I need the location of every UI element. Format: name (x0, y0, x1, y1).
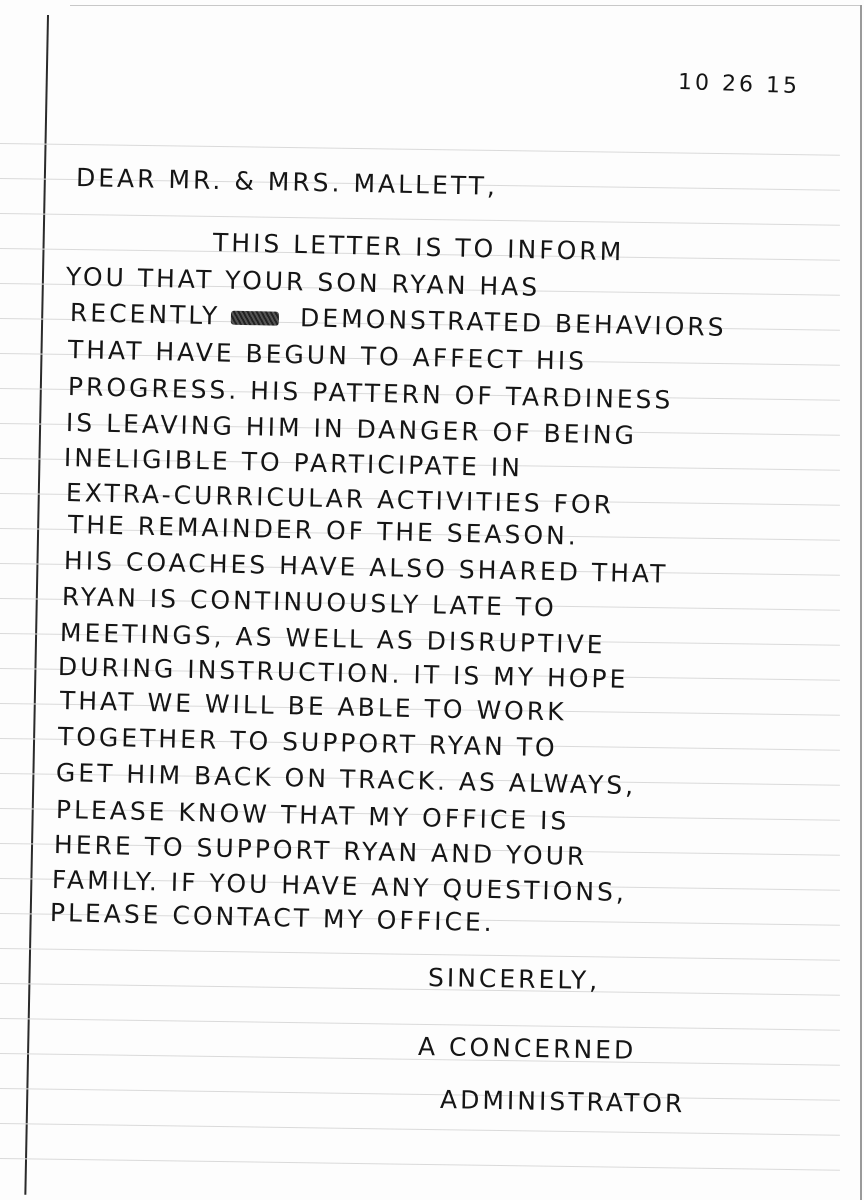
ruled-line (0, 983, 840, 996)
page-top-edge (70, 5, 860, 6)
scribbled-out-word (231, 311, 279, 326)
signature-line-2: ADMINISTRATOR (439, 1085, 686, 1119)
body-line: EXTRA-CURRICULAR ACTIVITIES FOR (65, 478, 615, 520)
body-line: THE REMAINDER OF THE SEASON. (67, 510, 580, 551)
body-line: TOGETHER TO SUPPORT RYAN TO (57, 722, 558, 763)
ruled-line (0, 143, 840, 156)
ruled-line (0, 1088, 840, 1101)
body-line-text: RECENTLY (69, 298, 221, 331)
signature-line-1: A CONCERNED (417, 1032, 637, 1065)
body-line: DURING INSTRUCTION. IT IS MY HOPE (57, 652, 629, 694)
body-line: GET HIM BACK ON TRACK. AS ALWAYS, (55, 758, 637, 801)
body-line: THAT HAVE BEGUN TO AFFECT HIS (67, 335, 588, 376)
body-line: MEETINGS, AS WELL AS DISRUPTIVE (59, 618, 606, 660)
salutation: DEAR MR. & MRS. MALLETT, (75, 163, 499, 201)
closing: SINCERELY, (427, 963, 601, 996)
body-line: RYAN IS CONTINUOUSLY LATE TO (61, 582, 558, 623)
body-line: FAMILY. IF YOU HAVE ANY QUESTIONS, (51, 865, 628, 908)
ruled-line (0, 948, 840, 961)
body-line: THAT WE WILL BE ABLE TO WORK (59, 686, 567, 727)
body-line (70, 298, 727, 342)
body-line: THIS LETTER IS TO INFORM (212, 228, 625, 267)
body-line: HIS COACHES HAVE ALSO SHARED THAT (63, 546, 669, 589)
body-line: PLEASE KNOW THAT MY OFFICE IS (55, 795, 570, 836)
body-line: PROGRESS. HIS PATTERN OF TARDINESS (67, 372, 674, 415)
body-line: INELIGIBLE TO PARTICIPATE IN (63, 443, 524, 483)
ruled-line (0, 1158, 840, 1171)
page-right-edge (860, 5, 862, 1200)
ruled-line (0, 1123, 840, 1136)
ruled-line (0, 213, 840, 226)
body-line-text: DEMONSTRATED BEHAVIORS (299, 303, 727, 342)
body-line: HERE TO SUPPORT RYAN AND YOUR (53, 830, 588, 872)
body-line: PLEASE CONTACT MY OFFICE. (49, 898, 496, 938)
body-line: YOU THAT YOUR SON RYAN HAS (65, 262, 541, 302)
letter-date: 10 26 15 (677, 69, 801, 100)
body-line: IS LEAVING HIM IN DANGER OF BEING (65, 408, 638, 450)
ruled-line (0, 1018, 840, 1031)
